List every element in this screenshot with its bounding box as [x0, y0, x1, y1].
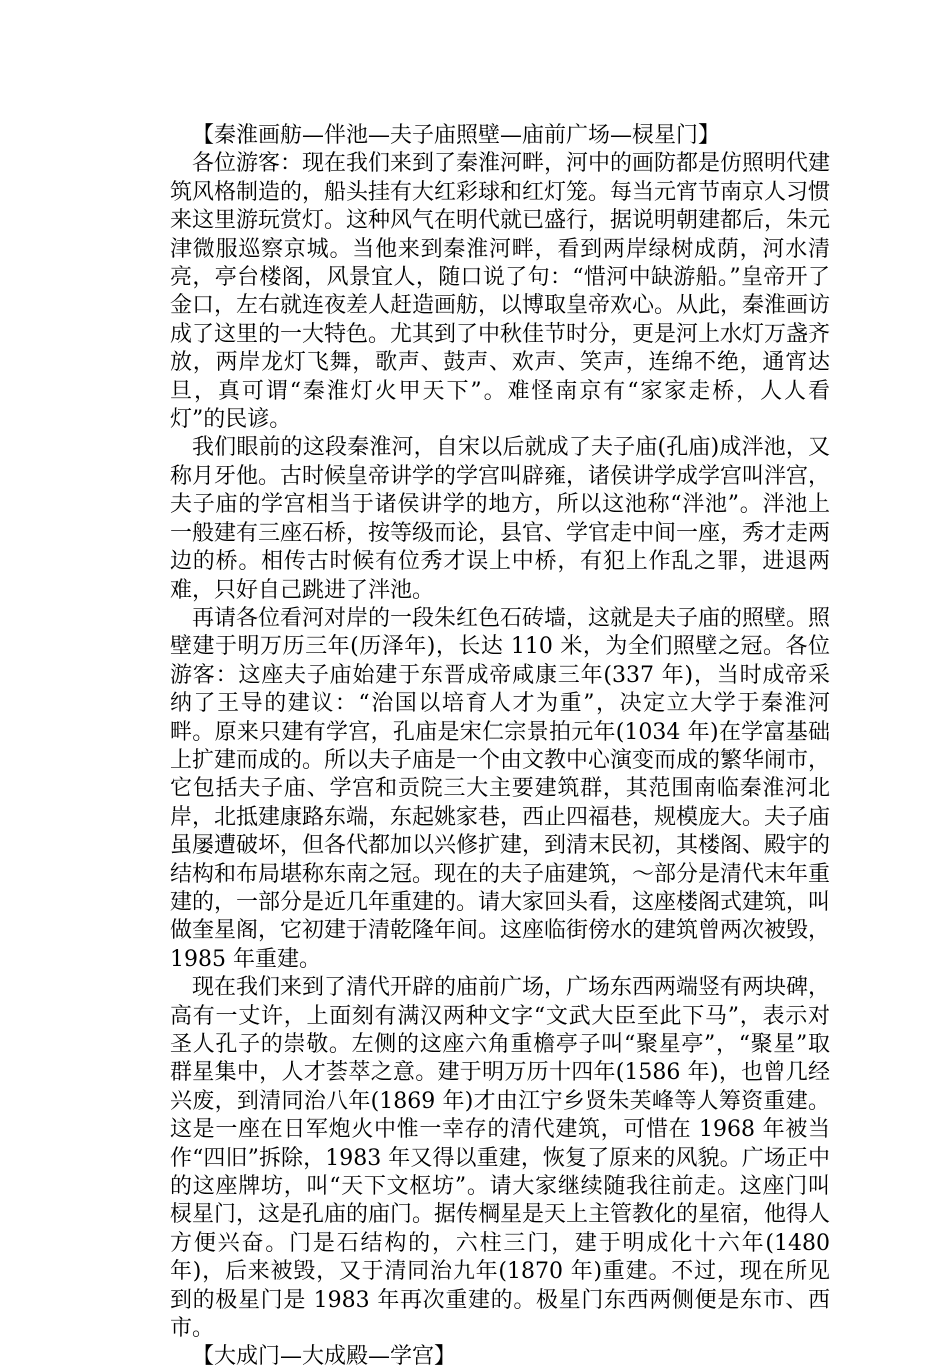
- paragraph-qinhuai-boats: 各位游客：现在我们来到了秦淮河畔，河中的画防都是仿照明代建筑风格制造的，船头挂有大红彩球和红灯笼。每当元宵节南京人习惯来这里游玩赏灯。这种风气在明代就已盛行，据说明朝建都后，朱元津微服巡察京城。当他来到秦淮河畔，看到两岸绿树成荫，河水清亮，亭台楼阁，风景宜人，随口说了句：“惜河中缺游船。”皇帝开了金口，左右就连夜差人赶造画舫，以博取皇帝欢心。从此，秦淮画访成了这里的一大特色。尤其到了中秋佳节时分，更是河上水灯万盏齐放，两岸龙灯飞舞，歌声、鼓声、欢声、笑声，连绵不绝，通宵达旦，真可谓“秦淮灯火甲天下”。难怪南京有“家家走桥，人人看灯”的民谚。: [170, 151, 831, 433]
- paragraph-screen-wall: 再请各位看河对岸的一段朱红色石砖墙，这就是夫子庙的照壁。照壁建于明万历三年(历泽年)，长达 110 米，为全们照壁之冠。各位游客：这座夫子庙始建于东晋成帝咸康三年(337 年)，当时成帝采纳了王导的建议：“治国以培育人才为重”，决定立大学于秦淮河畔。原来只建有学宫，孔庙是宋仁宗景拍元年(1034 年)在学富基础上扩建而成的。所以夫子庙是一个由文教中心演变而成的繁华闹市，它包括夫子庙、学宫和贡院三大主要建筑群，其范围南临秦淮河北岸，北抵建康路东端，东起姚家巷，西止四福巷，规模庞大。夫子庙虽屡遭破坏，但各代都加以兴修扩建，到清末民初，其楼阁、殿宇的结构和布局堪称东南之冠。现在的夫子庙建筑，～部分是清代末年重建的，一部分是近几年重建的。请大家回头看，这座楼阁式建筑，叫做奎星阁，它初建于清乾隆年间。这座临街傍水的建筑曾两次被毁，1985 年重建。: [170, 605, 831, 972]
- paragraph-temple-square: 现在我们来到了清代开辟的庙前广场，广场东西两端竖有两块碑，高有一丈许，上面刻有满汉两种文字“文武大臣至此下马”，表示对圣人孔子的崇敬。左侧的这座六角重檐亭子叫“聚星亭”，“聚星”取群星集中，人才荟萃之意。建于明万历十四年(1586 年)，也曾几经兴废，到清同治八年(1869 年)才由江宁乡贤朱芙峰等人筹资重建。这是一座在日军炮火中惟一幸存的清代建筑，可惜在 1968 年被当作“四旧”拆除，1983 年又得以重建，恢复了原来的风貌。广场正中的这座牌坊，叫“天下文枢坊”。请大家继续随我往前走。这座门叫棂星门，这是孔庙的庙门。据传棡星是天上主管教化的星宿，他得人方便兴奋。门是石结构的，六柱三门，建于明成化十六年(1480 年)，后来被毁，又于清同治九年(1870 年)重建。不过，现在所见到的极星门是 1983 年再次重建的。极星门东西两侧便是东市、西市。: [170, 975, 831, 1342]
- section-heading-qinhuai: 【秦淮画舫—伴池—夫子庙照壁—庙前广场—棂星门】: [192, 123, 721, 148]
- paragraph-pan-pool: 我们眼前的这段秦淮河，自宋以后就成了夫子庙(孔庙)成泮池，又称月牙他。古时候皇帝讲学的学宫叫辟雍，诸侯讲学成学宫叫泮宫，夫子庙的学宫相当于诸侯讲学的地方，所以这池称“泮池”。泮池上一般建有三座石桥，按等级而论，县官、学官走中间一座，秀才走两边的桥。相传古时候有位秀才误上中桥，有犯上作乱之罪，进退两难，只好自己跳进了泮池。: [170, 435, 831, 603]
- section-heading-dacheng: 【大成门—大成殿—学宫】: [192, 1344, 457, 1370]
- document-page: [170, 122, 830, 1372]
